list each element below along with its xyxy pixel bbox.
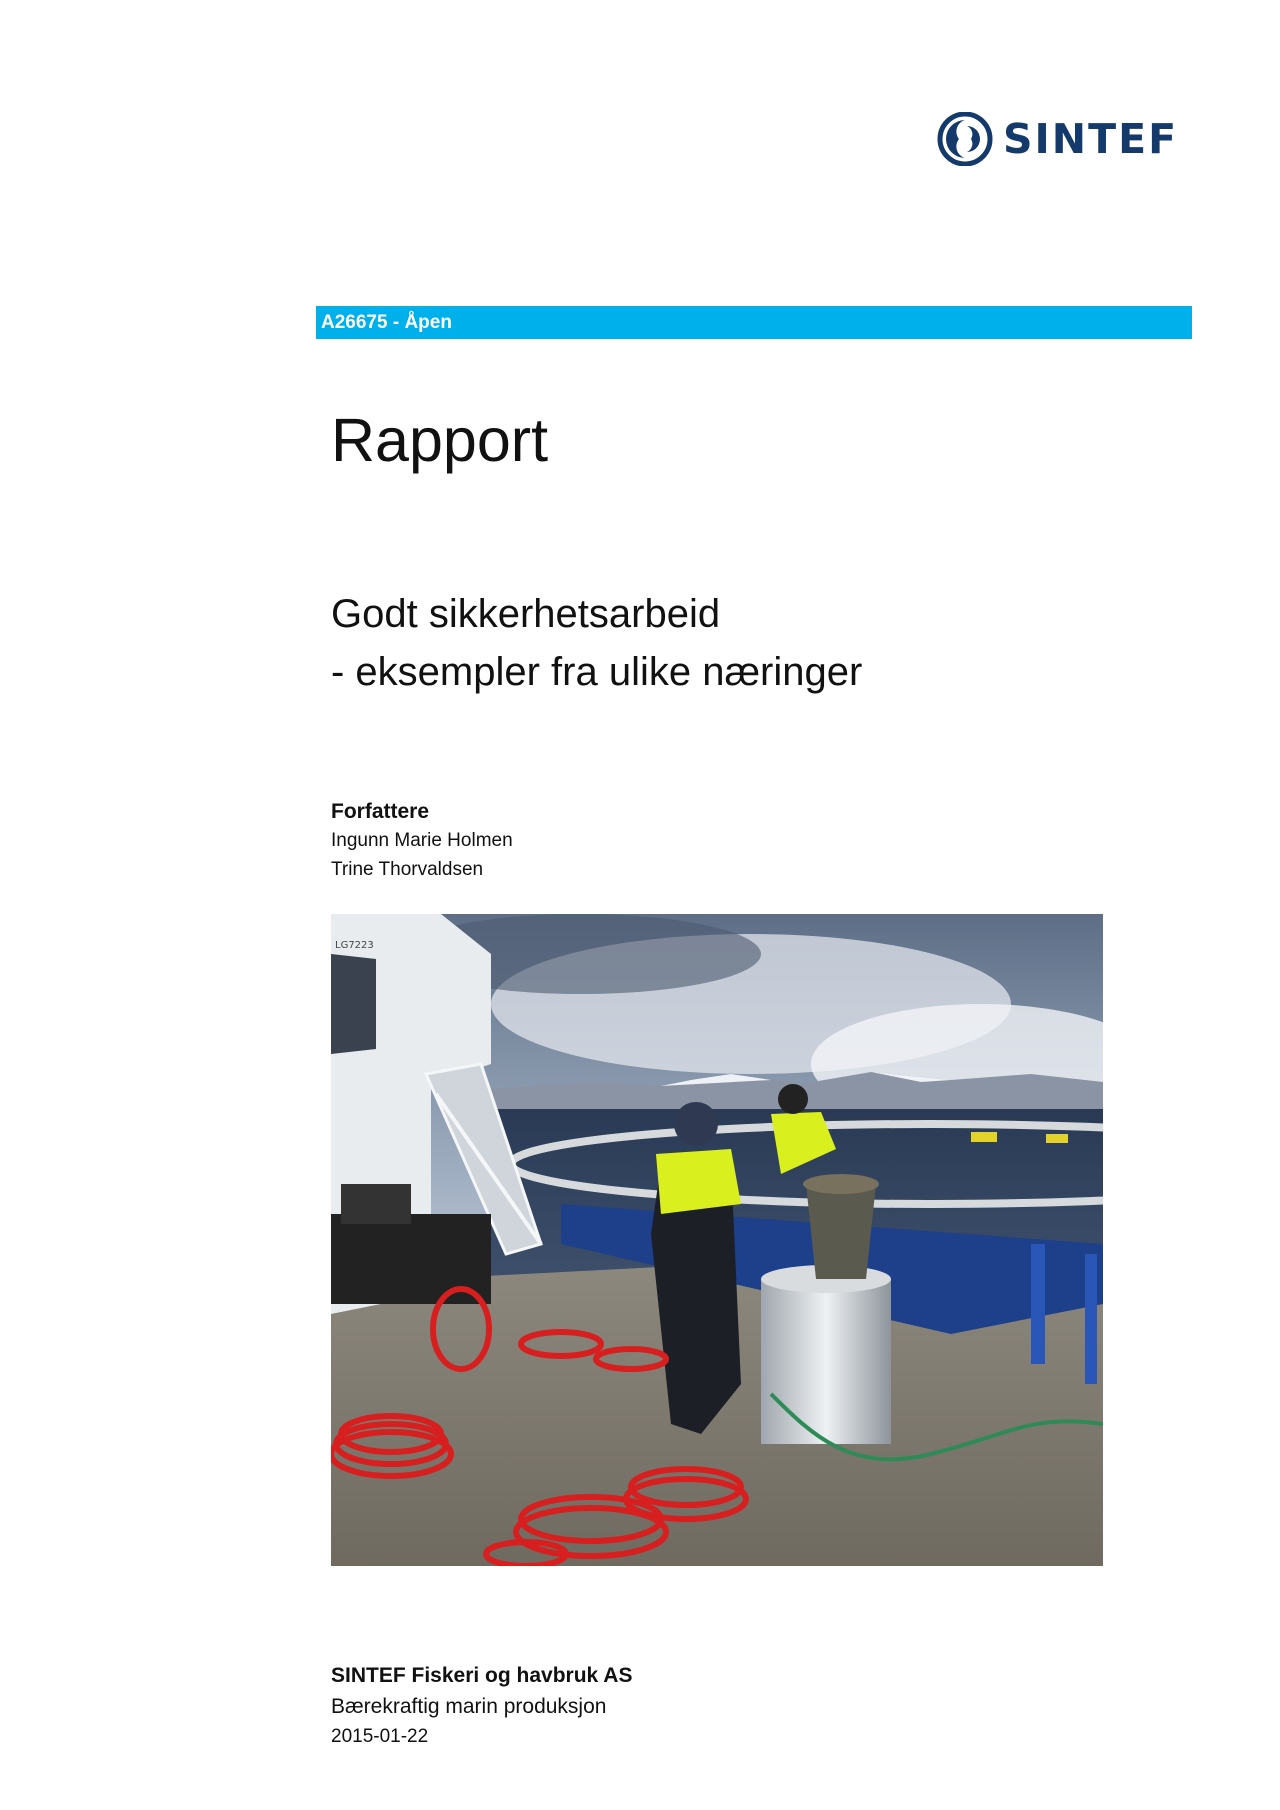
department-name: Bærekraftig marin produksjon (331, 1695, 607, 1718)
sintef-logo-text: SINTEF (1003, 115, 1179, 163)
report-title-line-2: - eksempler fra ulike næringer (331, 650, 863, 694)
report-date: 2015-01-22 (331, 1726, 429, 1747)
classification-banner: A26675 - Åpen (316, 306, 1192, 339)
report-title-line-1: Godt sikkerhetsarbeid (331, 592, 721, 636)
sintef-logo-icon (937, 112, 993, 166)
report-title (331, 585, 862, 701)
authors-heading: Forfattere (331, 800, 430, 823)
organization-name: SINTEF Fiskeri og havbruk AS (331, 1664, 633, 1687)
author-name: Ingunn Marie Holmen (331, 830, 513, 851)
report-type-title: Rapport (331, 406, 549, 474)
hull-marking: LG7223 (335, 940, 374, 951)
cover-photo-illustration (331, 914, 1103, 1566)
sintef-logo (937, 112, 1200, 166)
cover-photo (331, 914, 1103, 1566)
author-name: Trine Thorvaldsen (331, 859, 484, 880)
